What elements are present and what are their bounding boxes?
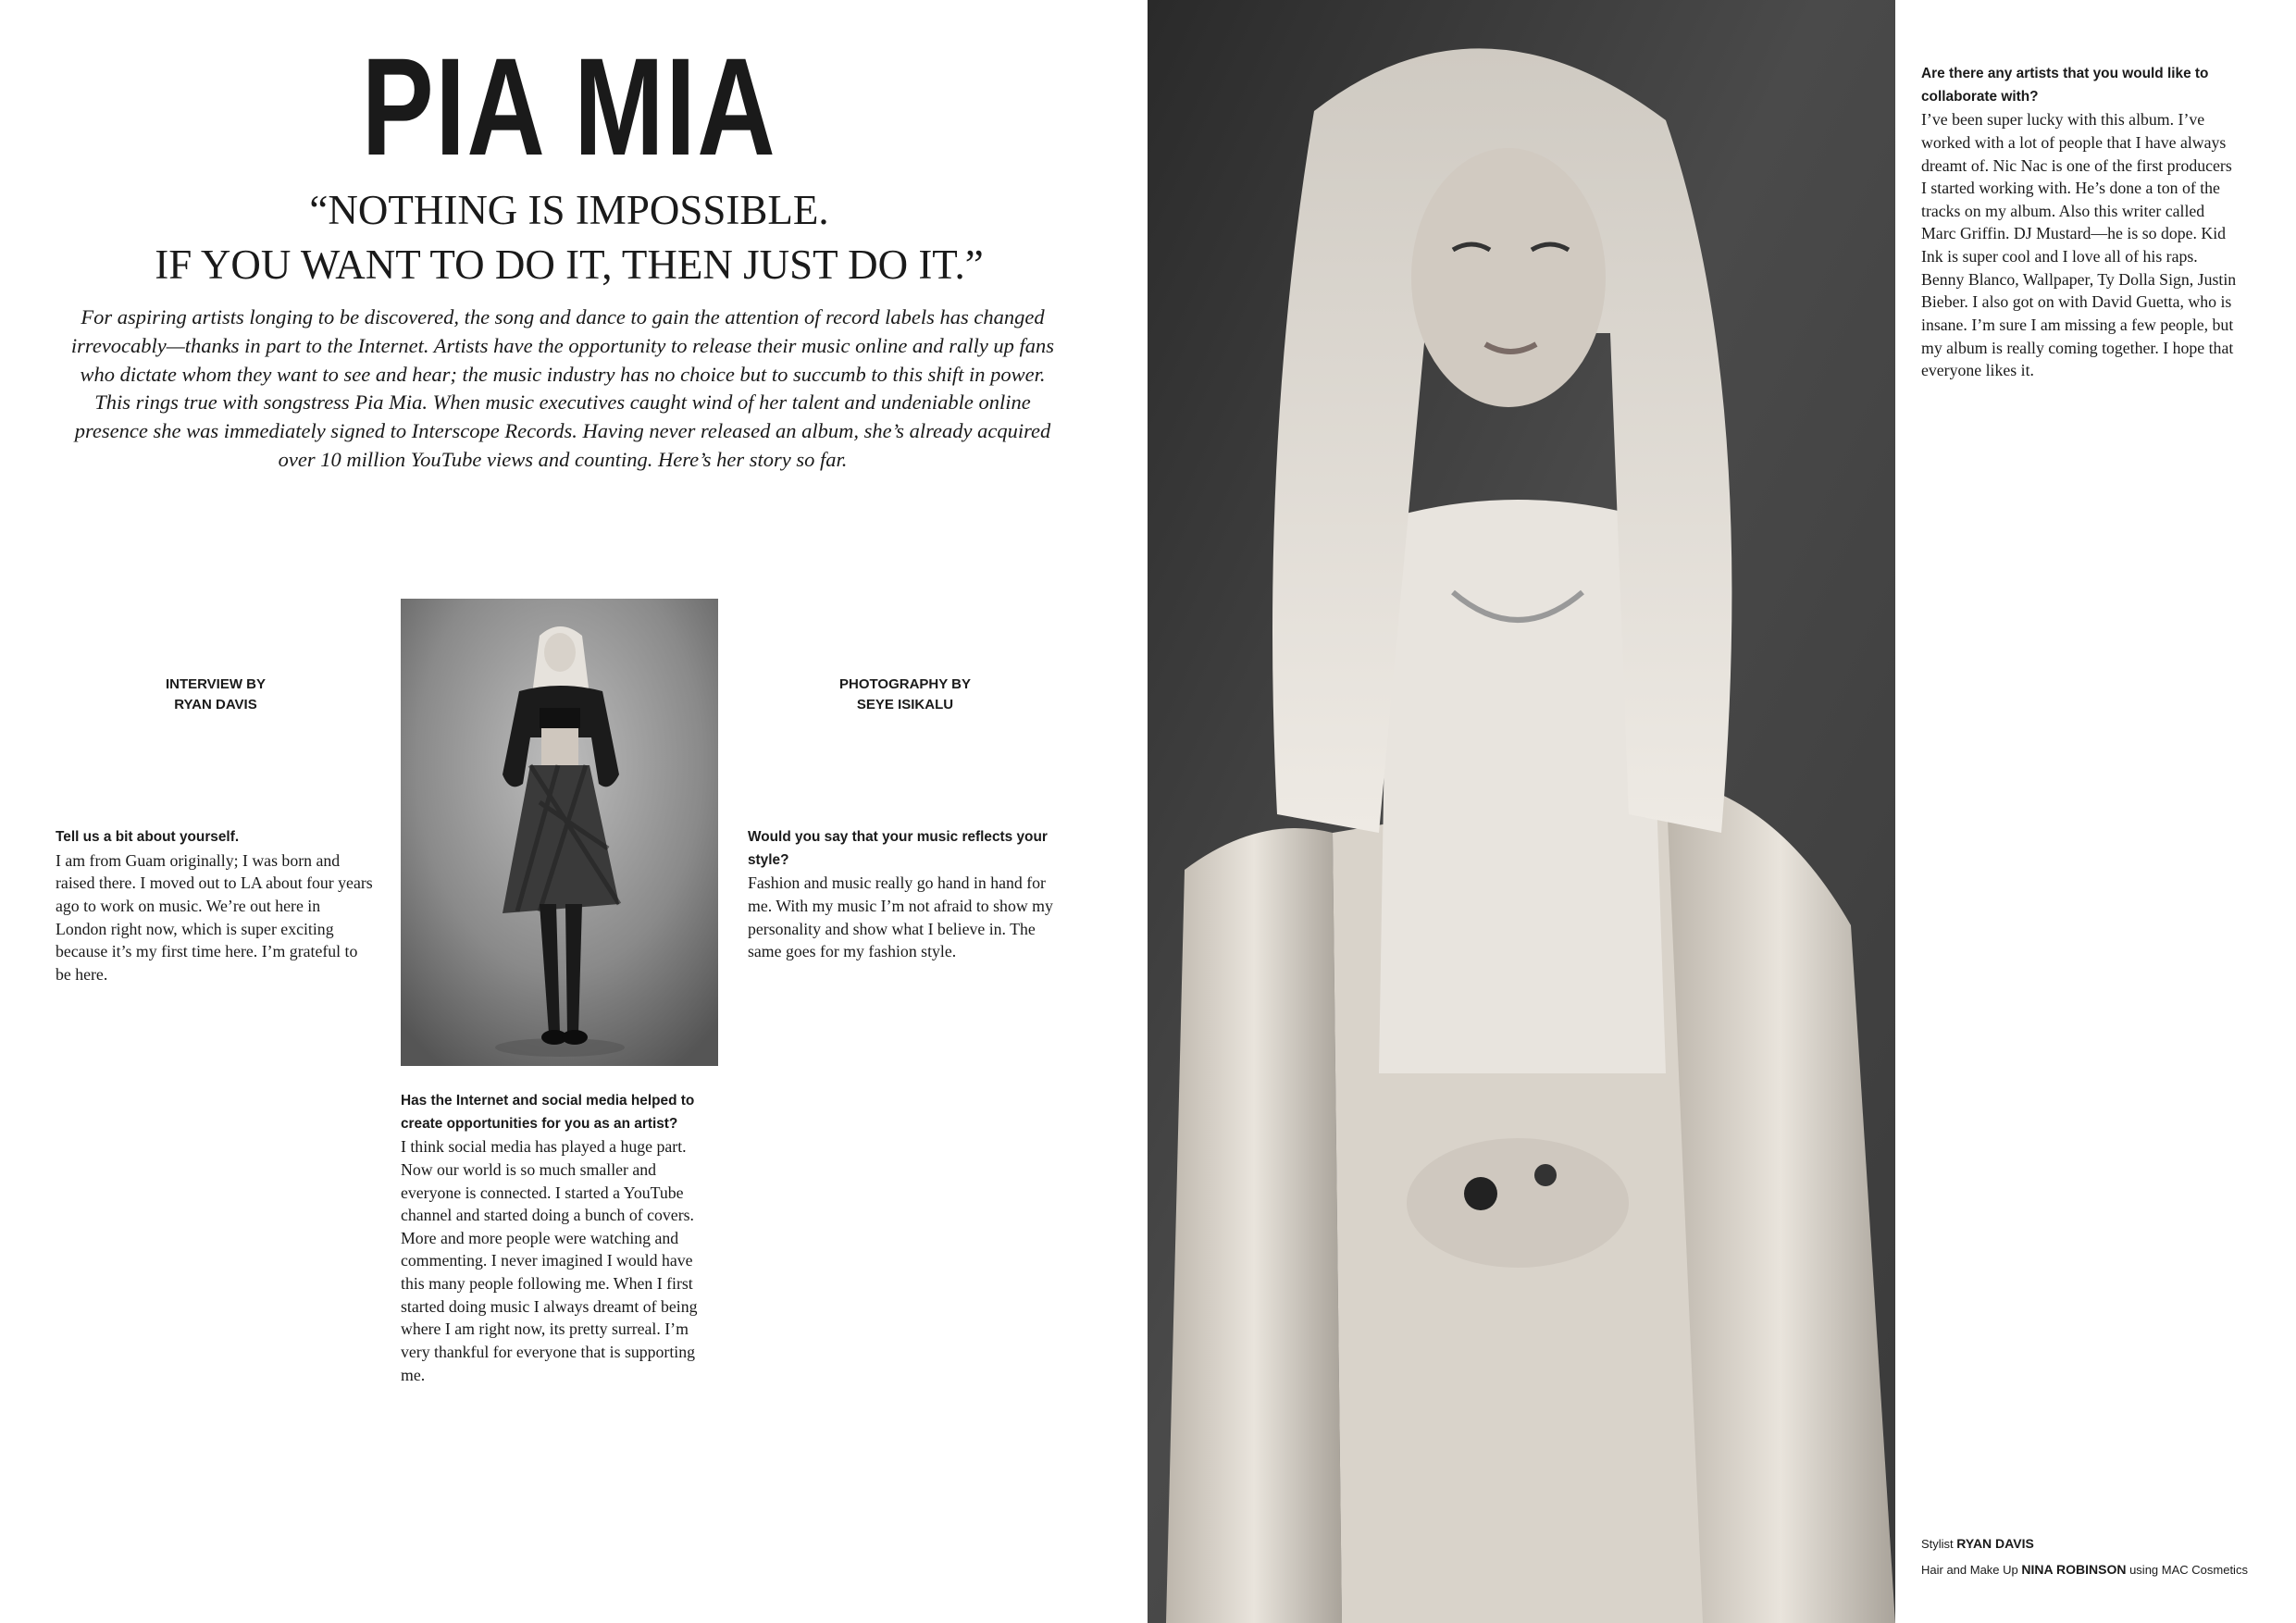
column-2 xyxy=(401,1090,719,1386)
answer: I’ve been super lucky with this album. I’ve worked with a lot of people that I have always dreamt of. Nic Nac is one of the first producers I started working with. He’s done a ton of the tracks on my album. Also this writer called Marc Griffin. DJ Mustard—he is so dope. Kid Ink is super cool and I love all of his raps. Benny Blanco, Wallpaper, Ty Dolla Sign, Justin Bieber. I also got on with David Guetta, who is insane. I’m sure I am missing a few people, but my album is really coming together. I hope that everyone likes it. xyxy=(1921,110,2237,380)
question: Are there any artists that you would like to collaborate with? xyxy=(1921,66,2209,105)
intro-paragraph: For aspiring artists longing to be discovered, the song and dance to gain the attention of record labels has changed irrevocably—thanks in part to the Internet. Artists have the opportunity to release their music online and rally up fans who dictate whom they want to see and hear; the music industry has no choice but to succumb to this shift in power. This rings true with songstress Pia Mia. When music executives caught wind of her talent and undeniable online presence she was immediately signed to Interscope Records. Having never released an album, she’s already acquired over 10 million YouTube views and counting. Here’s her story so far. xyxy=(70,305,1055,472)
photography-credit-label: PHOTOGRAPHY BY xyxy=(839,676,971,692)
hair-makeup-suffix: using MAC Cosmetics xyxy=(2129,1563,2248,1577)
pull-quote-line-1: “NOTHING IS IMPOSSIBLE. xyxy=(309,187,829,233)
portrait-photo xyxy=(1148,0,1895,1623)
hair-makeup-label: Hair and Make Up xyxy=(1921,1563,2018,1577)
column-3 xyxy=(748,826,1066,963)
question: Would you say that your music reflects your style? xyxy=(748,829,1048,868)
pull-quote xyxy=(56,183,1083,291)
answer: I am from Guam originally; I was born and raised there. I moved out to LA about four years ago to work on music. We’re out here in London right now, which is super exciting because it’s my first time here. I’m grateful to be here. xyxy=(56,850,373,984)
pull-quote-line-2: IF YOU WANT TO DO IT, THEN JUST DO IT.” xyxy=(155,241,984,288)
page-title: PIA MIA xyxy=(361,29,777,184)
full-length-photo xyxy=(401,599,718,1066)
stylist-label: Stylist xyxy=(1921,1537,1954,1551)
answer: I think social media has played a huge part. Now our world is so much smaller and everyone is connected. I started a YouTube channel and started doing a bunch of covers. More and more people were watching and commenting. I never imagined I would have this many people following me. When I first started doing music I always dreamt of being where I am right now, its pretty surreal. I’m very thankful for everyone that is supporting me. xyxy=(401,1137,698,1384)
photography-credit xyxy=(785,675,1025,715)
column-1 xyxy=(56,826,374,985)
answer: Fashion and music really go hand in hand for me. With my music I’m not afraid to show my personality and show what I believe in. The same goes for my fashion style. xyxy=(748,873,1053,961)
stylist-credit xyxy=(1921,1530,2248,1556)
question: Tell us a bit about yourself. xyxy=(56,829,240,845)
interview-credit-label: INTERVIEW BY xyxy=(165,676,267,692)
column-4 xyxy=(1921,63,2241,382)
styling-credits xyxy=(1921,1530,2248,1582)
interview-credit-name: RYAN DAVIS xyxy=(174,696,257,712)
question: Has the Internet and social media helped to create opportunities for you as an artist? xyxy=(401,1093,695,1132)
photography-credit-name: SEYE ISIKALU xyxy=(856,696,954,712)
hair-makeup-credit xyxy=(1921,1556,2248,1582)
interview-credit xyxy=(95,675,336,715)
hair-makeup-name: NINA ROBINSON xyxy=(2021,1562,2127,1577)
stylist-name: RYAN DAVIS xyxy=(1956,1536,2034,1551)
